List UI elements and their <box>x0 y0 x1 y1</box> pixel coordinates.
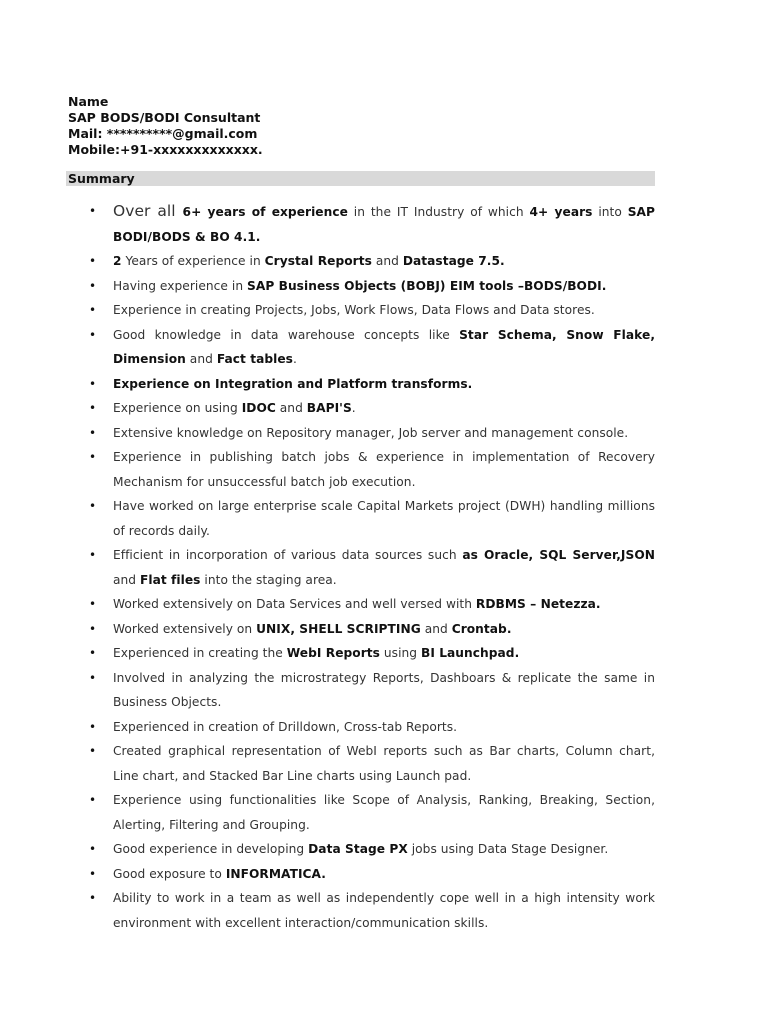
text: Worked extensively on Data Services and well versed with <box>113 597 476 611</box>
bold-text: BI Launchpad. <box>421 646 520 660</box>
text: in the IT Industry of which <box>347 205 530 219</box>
summary-bullet-item <box>0 592 768 617</box>
summary-bullet-item <box>0 886 768 935</box>
candidate-name: Name <box>68 94 109 109</box>
summary-bullet-item <box>0 445 768 494</box>
text: Experienced in creating the <box>113 646 287 660</box>
summary-bullet-item <box>0 421 768 446</box>
bold-text: RDBMS – Netezza. <box>475 597 601 611</box>
bold-text: SAP BODI/BODS & BO 4.1. <box>113 205 655 244</box>
text: Extensive knowledge on Repository manager, Job server and management console. <box>113 425 629 440</box>
text: and <box>275 401 307 415</box>
bold-text: 6+ years of experience <box>182 205 348 219</box>
text: Have worked on large enterprise scale Capital Markets project (DWH) handling millions of records daily. <box>113 499 655 538</box>
text: Efficient in incorporation of various data sources such <box>113 548 463 562</box>
bold-text: INFORMATICA. <box>225 866 326 881</box>
text: Ability to work in a team as well as independently cope well in a high intensity work environment with excellent interaction/communication skills. <box>113 891 655 930</box>
resume-header <box>68 94 263 158</box>
text: . <box>292 352 297 366</box>
bold-text: 4+ years <box>529 205 593 219</box>
bold-text: Experience on Integration and Platform transforms. <box>113 376 473 391</box>
text: Over all <box>113 202 183 220</box>
text: Experienced in creation of Drilldown, Cross-tab Reports. <box>113 719 458 734</box>
text: into <box>592 205 628 219</box>
text: Good experience in developing <box>113 842 309 856</box>
summary-bullet-item <box>0 323 768 372</box>
summary-bullet-item <box>0 298 768 323</box>
bold-text: Data Stage PX <box>308 842 408 856</box>
summary-bullet-item <box>0 837 768 862</box>
text: Created graphical representation of WebI reports such as Bar charts, Column chart, Line chart, and Stacked Bar Line charts using Launch pad. <box>113 744 655 783</box>
bold-text: Fact tables <box>216 352 293 366</box>
text: into the staging area. <box>200 572 337 587</box>
bold-text: WebI Reports <box>286 646 380 660</box>
bold-text: BAPI'S <box>306 401 352 415</box>
text: Experience on using <box>113 401 242 415</box>
summary-bullet-item <box>0 494 768 543</box>
summary-bullet-item <box>0 641 768 666</box>
candidate-email: Mail: **********@gmail.com <box>68 126 258 141</box>
bold-text: UNIX, SHELL SCRIPTING <box>256 621 421 636</box>
text: Good knowledge in data warehouse concepts like <box>113 327 460 342</box>
text: Years of experience in <box>121 254 265 268</box>
summary-bullet-item <box>0 617 768 642</box>
summary-heading: Summary <box>66 171 655 186</box>
text: jobs using Data Stage Designer. <box>407 842 609 856</box>
summary-list <box>0 199 768 935</box>
text: Involved in analyzing the microstrategy Reports, Dashboars & replicate the same in Business Objects. <box>113 670 655 709</box>
candidate-mobile: Mobile:+91-xxxxxxxxxxxxx. <box>68 142 263 157</box>
text: using <box>379 646 421 660</box>
bold-text: Star Schema, Snow Flake, Dimension <box>113 327 655 366</box>
text: and <box>420 621 452 636</box>
summary-bullet-item <box>0 788 768 837</box>
candidate-title: SAP BODS/BODI Consultant <box>68 110 261 125</box>
text: Experience in creating Projects, Jobs, Work Flows, Data Flows and Data stores. <box>113 303 595 317</box>
bold-text: IDOC <box>241 401 276 415</box>
text: and <box>185 352 217 366</box>
bold-text: Crontab. <box>451 621 512 636</box>
summary-bullet-item <box>0 862 768 887</box>
text: Good exposure to <box>113 866 226 881</box>
text: . <box>351 401 356 415</box>
summary-bullet-item <box>0 666 768 715</box>
text: Worked extensively on <box>113 621 257 636</box>
text: and <box>113 572 141 587</box>
text: and <box>371 254 403 268</box>
summary-bullet-item <box>0 715 768 740</box>
summary-bullet-item <box>0 199 768 249</box>
bold-text: Crystal Reports <box>264 254 372 268</box>
summary-bullet-item <box>0 274 768 299</box>
summary-bullet-item <box>0 249 768 274</box>
summary-bullet-item <box>0 739 768 788</box>
text: Experience using functionalities like Scope of Analysis, Ranking, Breaking, Section, Alerting, Filtering and Grouping. <box>113 793 655 832</box>
text: Having experience in <box>113 278 248 293</box>
summary-bullet-item <box>0 396 768 421</box>
bold-text: Flat files <box>140 572 201 587</box>
summary-bullet-item <box>0 543 768 592</box>
bold-text: as Oracle, SQL Server,JSON <box>462 548 655 562</box>
bold-text: Datastage 7.5. <box>402 254 505 268</box>
summary-bullet-item <box>0 372 768 397</box>
text: Experience in publishing batch jobs & experience in implementation of Recovery Mechanism for unsuccessful batch job execution. <box>113 450 655 489</box>
bold-text: 2 <box>113 254 122 268</box>
bold-text: SAP Business Objects (BOBJ) EIM tools –BODS/BODI. <box>247 278 607 293</box>
